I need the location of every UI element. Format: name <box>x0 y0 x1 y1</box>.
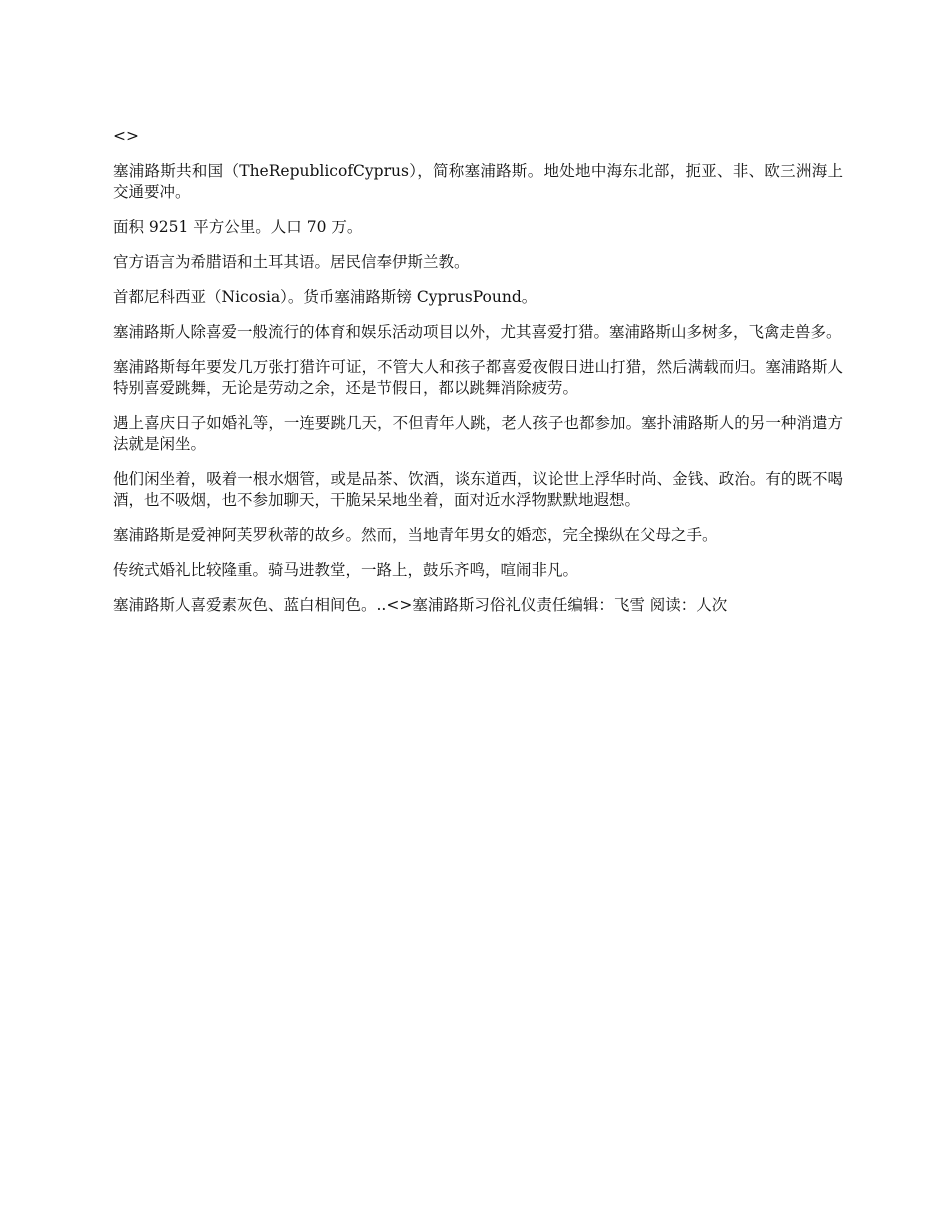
paragraph-celebrations: 遇上喜庆日子如婚礼等，一连要跳几天，不但青年人跳，老人孩子也都参加。塞扑浦路斯人的另一种消遣方法就是闲坐。 <box>113 414 843 453</box>
paragraph-hunting-dancing: 塞浦路斯每年要发几万张打猎许可证，不管大人和孩子都喜爱夜假日进山打猎，然后满载而归。塞浦路斯人特别喜爱跳舞，无论是劳动之余，还是节假日，都以跳舞消除疲劳。 <box>113 358 843 397</box>
paragraph-colors-footer: 塞浦路斯人喜爱素灰色、蓝白相间色。..<>塞浦路斯习俗礼仪责任编辑：飞雪 阅读：人次 <box>113 596 728 614</box>
paragraph-area-population: 面积 9251 平方公里。人口 70 万。 <box>113 218 363 236</box>
paragraph-language-religion: 官方语言为希腊语和土耳其语。居民信奉伊斯兰教。 <box>113 253 470 271</box>
paragraph-marriage: 塞浦路斯是爱神阿芙罗秋蒂的故乡。然而，当地青年男女的婚恋，完全操纵在父母之手。 <box>113 526 718 544</box>
paragraph-wedding: 传统式婚礼比较隆重。骑马进教堂，一路上，鼓乐齐鸣，喧闹非凡。 <box>113 561 579 579</box>
document-page <box>113 126 843 630</box>
paragraph-intro: 塞浦路斯共和国（TheRepublicofCyprus），简称塞浦路斯。地处地中海东北部，扼亚、非、欧三洲海上交通要冲。 <box>113 162 843 201</box>
document-marker: <> <box>113 127 139 145</box>
paragraph-leisure: 他们闲坐着，吸着一根水烟管，或是品茶、饮酒，谈东道西，议论世上浮华时尚、金钱、政治。有的既不喝酒，也不吸烟，也不参加聊天，干脆呆呆地坐着，面对近水浮物默默地遐想。 <box>113 470 843 509</box>
paragraph-hunting: 塞浦路斯人除喜爱一般流行的体育和娱乐活动项目以外，尤其喜爱打猎。塞浦路斯山多树多，飞禽走兽多。 <box>113 323 842 341</box>
paragraph-capital-currency: 首都尼科西亚（Nicosia）。货币塞浦路斯镑 CyprusPound。 <box>113 288 538 306</box>
